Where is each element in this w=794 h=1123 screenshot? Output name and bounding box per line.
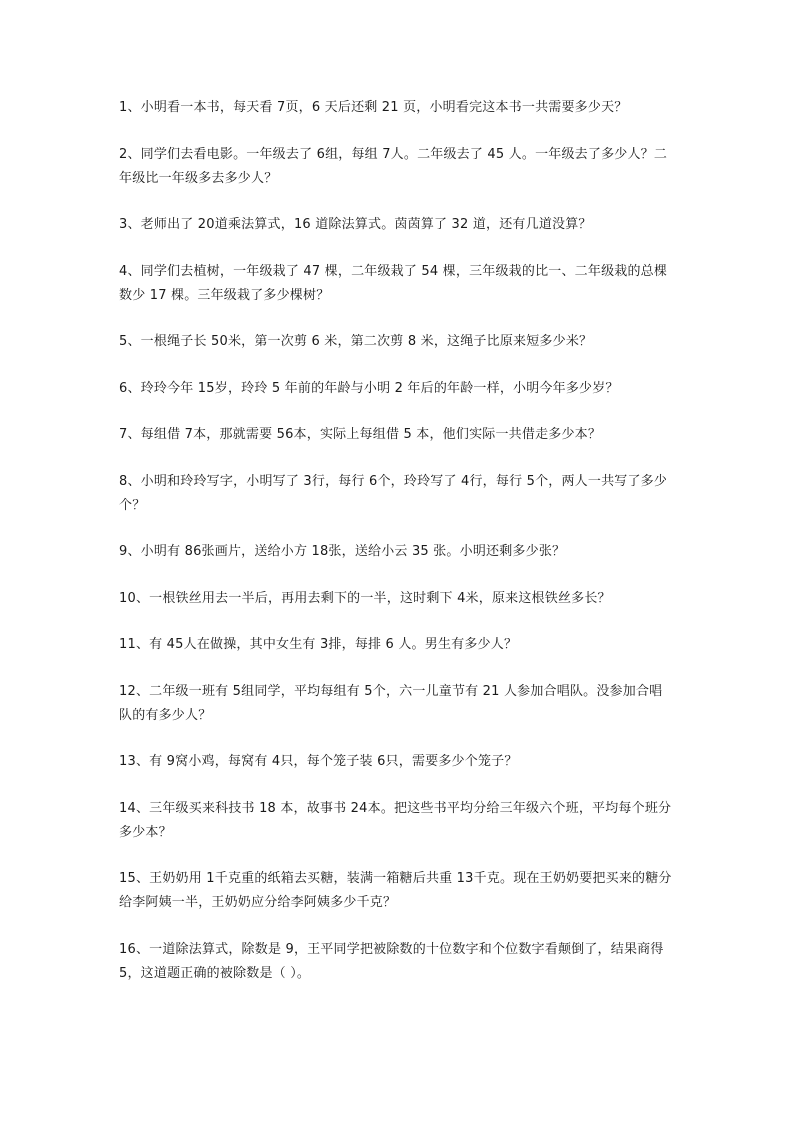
problem-list (119, 96, 675, 1008)
problem-item: 1、小明看一本书，每天看 7页，6 天后还剩 21 页，小明看完这本书一共需要多少天？ (119, 100, 628, 115)
problem-item: 5、一根绳子长 50米，第一次剪 6 米，第二次剪 8 米，这绳子比原来短多少米？ (119, 334, 593, 349)
problem-item: 13、有 9窝小鸡，每窝有 4只，每个笼子装 6只，需要多少个笼子？ (119, 754, 518, 769)
problem-item: 6、玲玲今年 15岁，玲玲 5 年前的年龄与小明 2 年后的年龄一样，小明今年多少岁？ (119, 380, 619, 396)
problem-item: 9、小明有 86张画片，送给小方 18张，送给小云 35 张。小明还剩多少张？ (119, 544, 566, 559)
problem-item: 4、同学们去植树，一年级栽了 47 棵，二年级栽了 54 棵，三年级栽的比一、二年级栽的总棵数少 17 棵。三年级栽了多少棵树？ (119, 263, 668, 303)
problem-item: 12、二年级一班有 5组同学，平均每组有 5个，六一儿童节有 21 人参加合唱队。没参加合唱队的有多少人？ (119, 683, 663, 723)
problem-item: 14、三年级买来科技书 18 本，故事书 24本。把这些书平均分给三年级六个班，平均每个班分多少本？ (119, 800, 672, 840)
problem-item: 2、同学们去看电影。一年级去了 6组，每组 7人。二年级去了 45 人。一年级去了多少人？二年级比一年级多去多少人？ (119, 146, 668, 186)
problem-item: 16、一道除法算式，除数是 9，王平同学把被除数的十位数字和个位数字看颠倒了，结果商得 5，这道题正确的被除数是（ ）。 (119, 941, 664, 981)
problem-item: 11、有 45人在做操，其中女生有 3排，每排 6 人。男生有多少人？ (119, 637, 518, 652)
problem-item: 8、小明和玲玲写字，小明写了 3行，每行 6个，玲玲写了 4行，每行 5个，两人一共写了多少个？ (119, 473, 668, 513)
problem-item: 10、一根铁丝用去一半后，再用去剩下的一半，这时剩下 4米，原来这根铁丝多长？ (119, 590, 611, 606)
problem-item: 15、王奶奶用 1千克重的纸箱去买糖，装满一箱糖后共重 13千克。现在王奶奶要把买来的糖分给李阿姨一半，王奶奶应分给李阿姨多少千克？ (119, 871, 672, 910)
problem-item: 7、每组借 7本，那就需要 56本，实际上每组借 5 本，他们实际一共借走多少本？ (119, 427, 602, 442)
problem-item: 3、老师出了 20道乘法算式，16 道除法算式。茵茵算了 32 道，还有几道没算？ (119, 217, 592, 232)
